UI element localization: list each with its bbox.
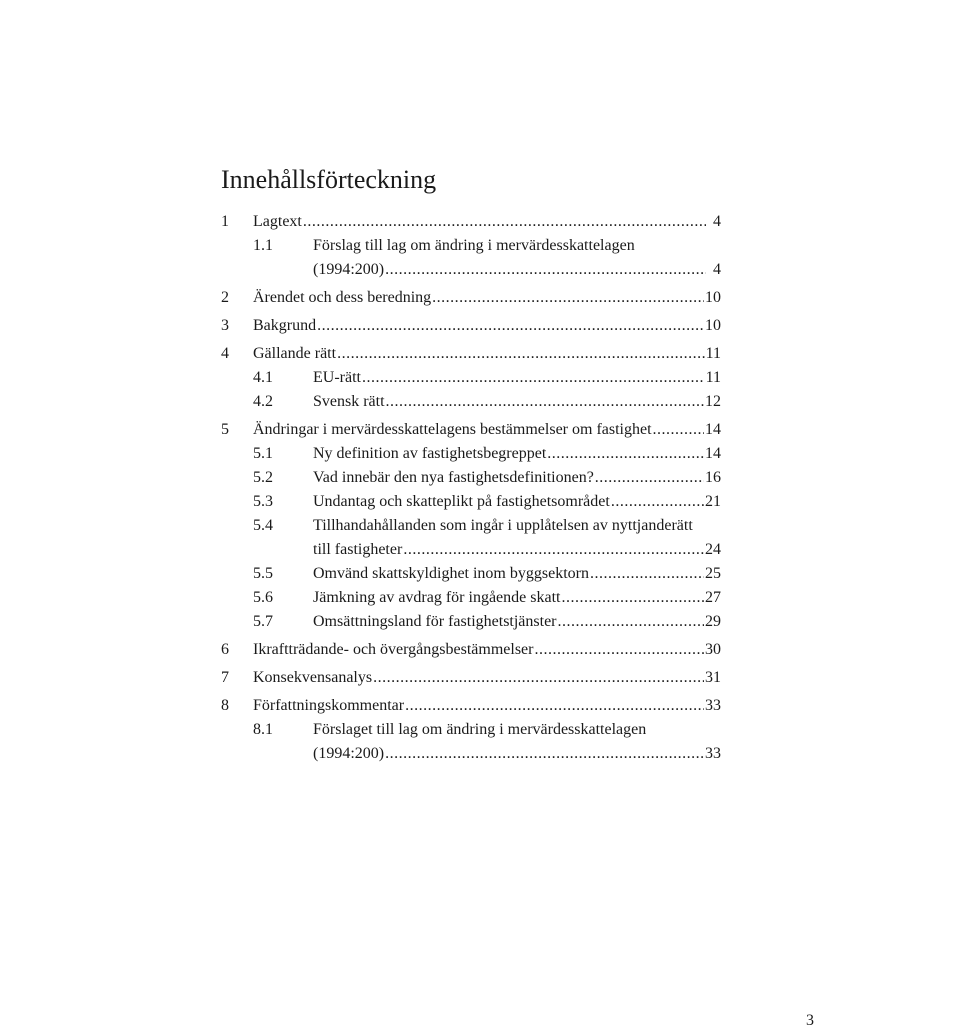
toc-entry-line bbox=[313, 390, 721, 414]
toc-entry[interactable] bbox=[221, 466, 721, 490]
toc-entry-title: Gällande rätt bbox=[253, 345, 337, 362]
toc-entry-title: (1994:200) bbox=[313, 261, 385, 278]
toc-entry[interactable] bbox=[221, 586, 721, 610]
dot-leader bbox=[385, 742, 704, 766]
toc-entry[interactable] bbox=[221, 258, 721, 282]
toc-entry-line bbox=[253, 314, 721, 338]
toc-entry-title: (1994:200) bbox=[313, 745, 385, 762]
toc-entry-line bbox=[313, 234, 721, 258]
toc-entry[interactable] bbox=[221, 342, 721, 366]
toc-entry[interactable] bbox=[221, 418, 721, 442]
dot-leader bbox=[432, 286, 704, 310]
toc-entry-line bbox=[313, 610, 721, 634]
page-title: Innehållsförteckning bbox=[221, 165, 437, 194]
toc-entry-page: 30 bbox=[705, 641, 721, 658]
toc-entry-number: 7 bbox=[221, 669, 229, 686]
toc-entry[interactable] bbox=[221, 490, 721, 514]
dot-leader bbox=[403, 538, 704, 562]
toc-entry-number: 5.4 bbox=[253, 517, 273, 534]
toc-entry-number: 6 bbox=[221, 641, 229, 658]
toc-entry-page: 4 bbox=[713, 261, 721, 278]
toc-entry-number: 5.2 bbox=[253, 469, 273, 486]
toc-entry[interactable] bbox=[221, 514, 721, 538]
toc-entry-page: 33 bbox=[705, 745, 721, 762]
toc-entry-title: Ny definition av fastighetsbegreppet bbox=[313, 445, 547, 462]
toc-entry-title: Vad innebär den nya fastighetsdefinitionen? bbox=[313, 469, 594, 486]
toc-entry-number: 5.7 bbox=[253, 613, 273, 630]
dot-leader bbox=[337, 342, 705, 366]
toc-entry-title: Konsekvensanalys bbox=[253, 669, 373, 686]
toc-entry-line bbox=[253, 666, 721, 690]
toc-entry-line bbox=[313, 442, 721, 466]
toc-entry-title: Förslaget till lag om ändring i mervärdesskattelagen bbox=[313, 721, 647, 738]
toc-entry-page: 16 bbox=[705, 469, 721, 486]
dot-leader bbox=[362, 366, 705, 390]
toc-entry-title: Tillhandahållanden som ingår i upplåtelsen av nyttjanderätt bbox=[313, 517, 693, 534]
toc-entry-number: 5.6 bbox=[253, 589, 273, 606]
toc-entry-title: Jämkning av avdrag för ingående skatt bbox=[313, 589, 561, 606]
toc-entry[interactable] bbox=[221, 234, 721, 258]
toc-entry-page: 24 bbox=[705, 541, 721, 558]
toc-entry-number: 2 bbox=[221, 289, 229, 306]
toc-entry-page: 25 bbox=[705, 565, 721, 582]
toc-entry[interactable] bbox=[221, 286, 721, 310]
toc-entry-title: Ändringar i mervärdesskattelagens bestämmelser om fastighet bbox=[253, 421, 652, 438]
toc-entry-page: 14 bbox=[705, 421, 721, 438]
toc-entry-page: 10 bbox=[705, 289, 721, 306]
toc-entry-page: 11 bbox=[705, 369, 721, 386]
dot-leader bbox=[590, 562, 704, 586]
toc-entry-number: 5.1 bbox=[253, 445, 273, 462]
toc-entry-number: 4.2 bbox=[253, 393, 273, 410]
toc-entry[interactable] bbox=[221, 742, 721, 766]
toc-entry-page: 14 bbox=[705, 445, 721, 462]
toc-entry-line bbox=[313, 366, 721, 390]
toc-entry[interactable] bbox=[221, 718, 721, 742]
toc-entry-page: 4 bbox=[713, 213, 721, 230]
toc-entry[interactable] bbox=[221, 538, 721, 562]
toc-entry-title: Ikraftträdande- och övergångsbestämmelser bbox=[253, 641, 534, 658]
toc-entry-line bbox=[313, 586, 721, 610]
toc-entry-line bbox=[253, 694, 721, 718]
toc-entry-number: 5.5 bbox=[253, 565, 273, 582]
dot-leader bbox=[303, 210, 706, 234]
toc-entry-page: 21 bbox=[705, 493, 721, 510]
dot-leader bbox=[534, 638, 704, 662]
toc-entry-title: Omvänd skattskyldighet inom byggsektorn bbox=[313, 565, 589, 582]
dot-leader bbox=[385, 258, 706, 282]
toc-entry-line bbox=[313, 562, 721, 586]
toc-entry-number: 3 bbox=[221, 317, 229, 334]
toc-entry-line bbox=[313, 742, 721, 766]
toc-entry-page: 11 bbox=[705, 345, 721, 362]
toc-entry-number: 5.3 bbox=[253, 493, 273, 510]
toc-entry-page: 31 bbox=[705, 669, 721, 686]
toc-entry-title: Författningskommentar bbox=[253, 697, 405, 714]
toc-entry-number: 8.1 bbox=[253, 721, 273, 738]
dot-leader bbox=[561, 586, 704, 610]
dot-leader bbox=[547, 442, 704, 466]
toc-entry-title: Bakgrund bbox=[253, 317, 317, 334]
dot-leader bbox=[405, 694, 704, 718]
toc-entry-page: 12 bbox=[705, 393, 721, 410]
toc-entry-line bbox=[253, 418, 721, 442]
dot-leader bbox=[611, 490, 704, 514]
toc-entry-number: 8 bbox=[221, 697, 229, 714]
toc-entry[interactable] bbox=[221, 694, 721, 718]
toc-entry-title: Lagtext bbox=[253, 213, 302, 230]
toc-entry[interactable] bbox=[221, 442, 721, 466]
toc-entry[interactable] bbox=[221, 210, 721, 234]
toc-entry[interactable] bbox=[221, 390, 721, 414]
toc-entry-title: Svensk rätt bbox=[313, 393, 385, 410]
table-of-contents bbox=[221, 210, 721, 766]
toc-entry[interactable] bbox=[221, 610, 721, 634]
toc-entry[interactable] bbox=[221, 562, 721, 586]
toc-entry-line bbox=[313, 466, 721, 490]
dot-leader bbox=[653, 418, 704, 442]
toc-entry[interactable] bbox=[221, 638, 721, 662]
toc-entry-title: EU-rätt bbox=[313, 369, 361, 386]
toc-entry-number: 5 bbox=[221, 421, 229, 438]
toc-entry-line bbox=[253, 286, 721, 310]
toc-entry-number: 1.1 bbox=[253, 237, 273, 254]
toc-entry[interactable] bbox=[221, 314, 721, 338]
toc-entry-line bbox=[313, 538, 721, 562]
dot-leader bbox=[373, 666, 704, 690]
toc-entry-title: till fastigheter bbox=[313, 541, 403, 558]
toc-entry-title: Ärendet och dess beredning bbox=[253, 289, 432, 306]
toc-entry-line bbox=[313, 490, 721, 514]
toc-entry-number: 4.1 bbox=[253, 369, 273, 386]
page-number: 3 bbox=[806, 1012, 814, 1029]
dot-leader bbox=[317, 314, 704, 338]
toc-entry-number: 4 bbox=[221, 345, 229, 362]
toc-entry-line bbox=[253, 342, 721, 366]
toc-entry-line bbox=[313, 258, 721, 282]
toc-entry-line bbox=[253, 638, 721, 662]
toc-entry-title: Omsättningsland för fastighetstjänster bbox=[313, 613, 557, 630]
toc-entry-title: Undantag och skatteplikt på fastighetsområdet bbox=[313, 493, 610, 510]
toc-entry-page: 10 bbox=[705, 317, 721, 334]
toc-entry-line bbox=[313, 514, 721, 538]
toc-entry-number: 1 bbox=[221, 213, 229, 230]
dot-leader bbox=[386, 390, 704, 414]
toc-entry-page: 29 bbox=[705, 613, 721, 630]
toc-entry[interactable] bbox=[221, 666, 721, 690]
toc-entry-title: Förslag till lag om ändring i mervärdesskattelagen bbox=[313, 237, 635, 254]
dot-leader bbox=[558, 610, 704, 634]
toc-entry-line bbox=[313, 718, 721, 742]
toc-entry-line bbox=[253, 210, 721, 234]
dot-leader bbox=[595, 466, 704, 490]
toc-entry[interactable] bbox=[221, 366, 721, 390]
toc-entry-page: 33 bbox=[705, 697, 721, 714]
toc-entry-page: 27 bbox=[705, 589, 721, 606]
